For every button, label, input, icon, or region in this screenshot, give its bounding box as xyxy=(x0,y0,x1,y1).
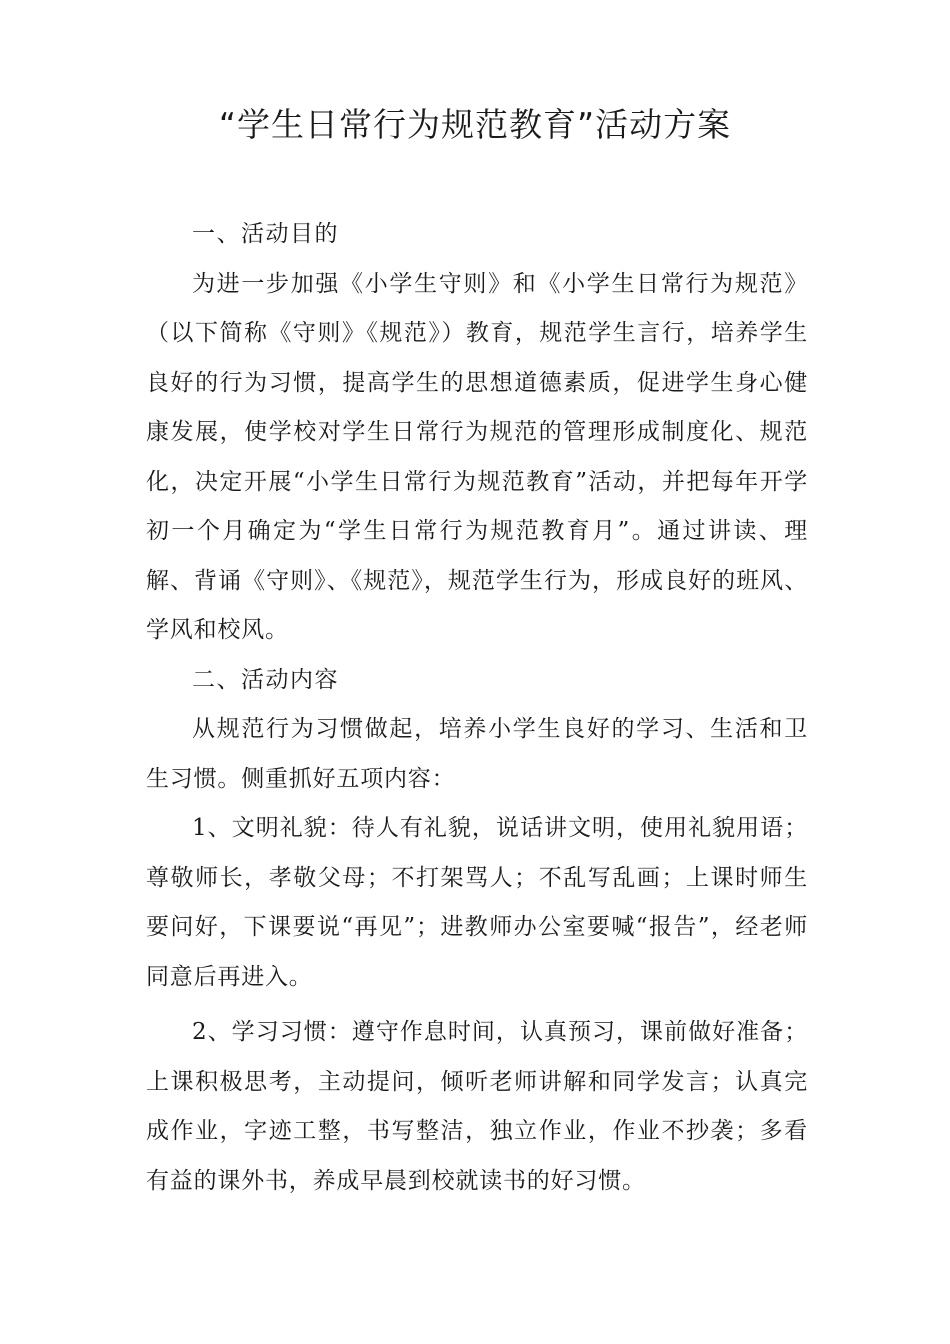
paragraph-purpose: 为进一步加强《小学生守则》和《小学生日常行为规范》（以下简称《守则》《规范》）教育，规范学生言行，培养学生良好的行为习惯，提高学生的思想道德素质，促进学生身心健康发展，使学校对学生日常行为规范的管理形成制度化、规范化，决定开展“小学生日常行为规范教育”活动，并把每年开学初一个月确定为“学生日常行为规范教育月”。通过讲读、理解、背诵《守则》、《规范》，规范学生行为，形成良好的班风、学风和校风。 xyxy=(146,270,808,643)
paragraph-content-intro: 从规范行为习惯做起，培养小学生良好的学习、生活和卫生习惯。侧重抓好五项内容： xyxy=(146,716,808,792)
paragraph-item-study-habits: 2、学习习惯：遵守作息时间，认真预习，课前做好准备；上课积极思考，主动提问，倾听老师讲解和同学发言；认真完成作业，字迹工整，书写整洁，独立作业，作业不抄袭；多看有益的课外书，养成早晨到校就读书的好习惯。 xyxy=(146,1019,808,1194)
document-body xyxy=(146,210,808,1206)
section-heading-content: 二、活动内容 xyxy=(192,666,339,693)
paragraph-item-manners: 1、文明礼貌：待人有礼貌，说话讲文明，使用礼貌用语；尊敬师长，孝敬父母；不打架骂人；不乱写乱画；上课时师生要问好，下课要说“再见”；进教师办公室要喊“报告”，经老师同意后再进入。 xyxy=(146,815,808,990)
section-heading-purpose: 一、活动目的 xyxy=(192,221,339,247)
document-title: “学生日常行为规范教育”活动方案 xyxy=(218,105,732,144)
